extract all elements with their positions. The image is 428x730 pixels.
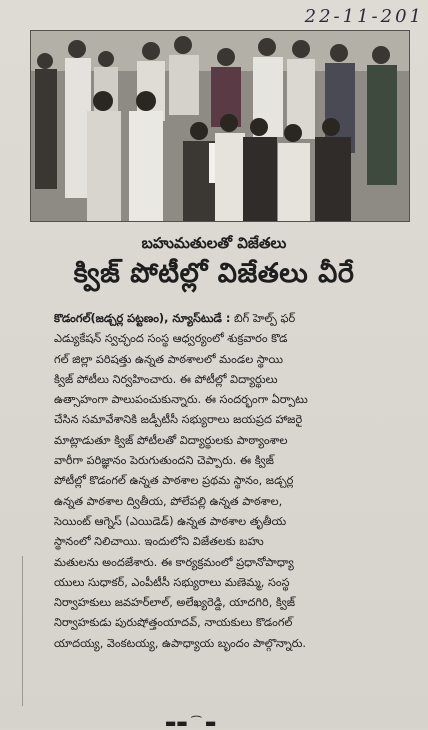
kicker-subheading: బహుమతులతో విజేతలు	[141, 234, 287, 252]
article-line: పోటీల్లో కొడంగల్ ఉన్నత పాఠశాల ప్రథమ స్థానం, జడ్చర్ల	[54, 474, 294, 488]
article-line: చేసిన సమావేశానికి జడ్పీటీసీ సభ్యురాలు జయప్రద హాజరై	[54, 413, 303, 427]
article-line-text: బిగ్ హెల్ప్ ఫర్	[233, 312, 296, 325]
dateline: కొడంగల్(జడ్చర్ల పట్టణం), న్యూస్‌టుడే :	[54, 312, 231, 325]
column-rule	[0, 556, 23, 706]
article-line: గల్ జిల్లా పరిషత్తు ఉన్నత పాఠశాలలో మండల స్థాయి	[54, 352, 283, 366]
news-photo	[30, 30, 410, 222]
article-line: ఉన్నత పాఠశాల ద్వితీయ, పోలేపల్లి ఉన్నత పాఠశాల,	[54, 494, 283, 508]
article-line: మతులను అందజేశారు. ఈ కార్యక్రమంలో ప్రధానోపాధ్యా	[54, 555, 294, 569]
article-line: యాదయ్య, వెంకటయ్య, ఉపాధ్యాయ బృందం పాల్గొన్నారు.	[54, 636, 306, 650]
cutoff-text: ▬▬ ⁀ ▬	[165, 716, 217, 730]
article-line: నిర్వాహకులు జవహర్‌లాల్, అలేఖ్యరెడ్డి, యాదగిరి, క్విజ్	[54, 596, 296, 610]
article-line	[54, 309, 408, 329]
article-line: మాట్లాడుతూ క్విజ్ పోటీలతో విద్యార్థులకు పాఠ్యాంశాల	[54, 433, 288, 447]
article-line: స్థానంలో నిలిచాయి. ఇందులోని విజేతలకు బహు	[54, 535, 264, 549]
article-line: ఉత్సాహంగా పాలుపంచుకున్నారు. ఈ సందర్భంగా ఏర్పాటు	[54, 393, 308, 407]
article-line: సెయింట్ ఆగ్నెస్ (ఎయిడెడ్) ఉన్నత పాఠశాల తృతీయ	[54, 514, 287, 528]
article-line: వారీగా పరిజ్ఞానం పెరుగుతుందని చెప్పారు. ఈ క్విజ్	[54, 454, 274, 468]
article-line: ఎడ్యుకేషన్ స్వచ్ఛంద సంస్థ ఆధ్వర్యంలో శుక్రవారం కొడ	[54, 332, 288, 346]
group-photo-illustration	[31, 31, 409, 221]
article-line: క్విజ్ పోటీలు నిర్వహించారు. ఈ పోటీల్లో విద్యార్థులు	[54, 372, 278, 386]
handwritten-date: 22-11-201	[304, 6, 424, 27]
article-line: యులు సుధాకర్, ఎంపీటీసీ సభ్యురాలు మణెమ్మ, సంస్థ	[54, 575, 290, 589]
article-line: నిర్వాహకుడు పురుషోత్తంయాదవ్, నాయకులు కొడంగల్	[54, 616, 293, 630]
headline: క్విజ్ పోటీల్లో విజేతలు వీరే	[73, 258, 355, 289]
article-body	[54, 309, 408, 654]
